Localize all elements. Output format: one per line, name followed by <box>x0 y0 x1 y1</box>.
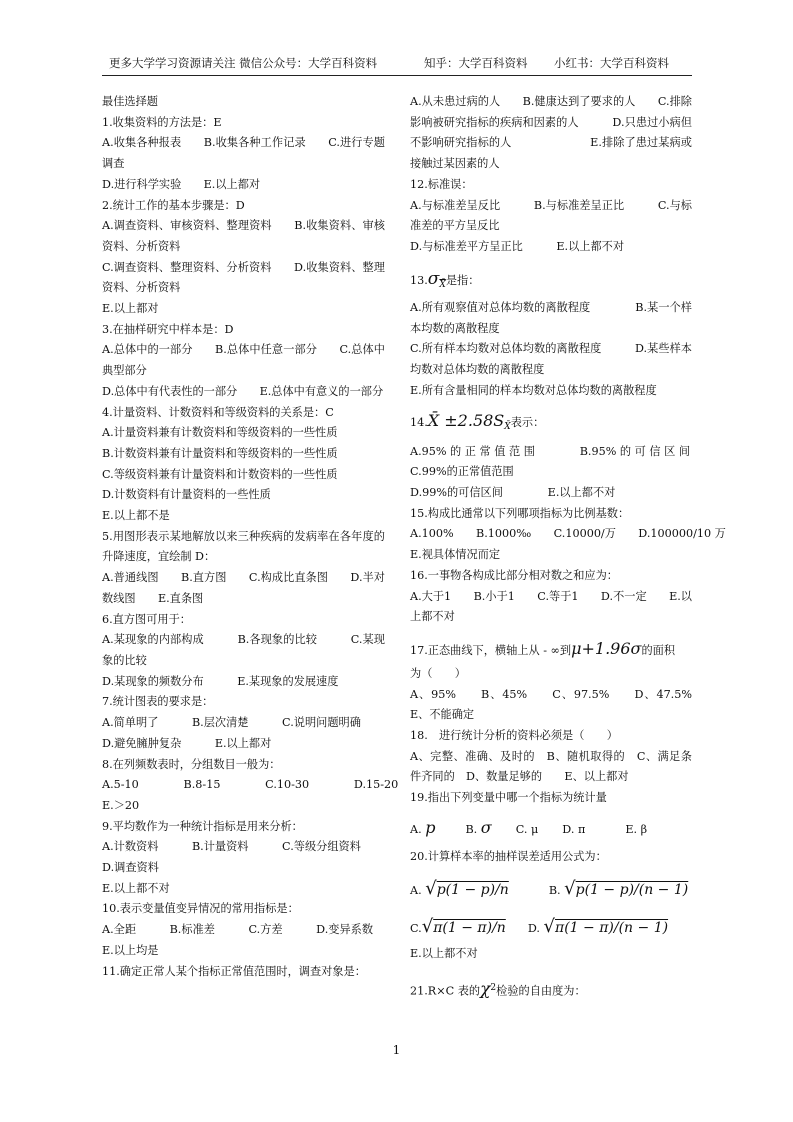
question-19: 19.指出下列变量中哪一个指标为统计量 <box>410 791 607 805</box>
question-9-option-e: E.以上都不对 <box>102 881 170 895</box>
question-4-option-d: D.计数资料有计量资料的一些性质 <box>102 488 271 502</box>
header-wechat: 更多大学学习资源请关注 微信公众号：大学百科资料 <box>109 56 378 70</box>
question-9: 9.平均数作为一种统计指标是用来分析： <box>102 819 303 833</box>
question-7: 7.统计图表的要求是： <box>102 695 214 709</box>
question-17-tail: 的面积 <box>641 643 676 657</box>
sigma-option: σ <box>480 817 492 837</box>
option-a-label: A. <box>410 822 422 836</box>
sqrt-icon: √ <box>425 877 437 899</box>
formula-b: p(1 − p)/(n − 1) <box>575 881 689 898</box>
option-b-label-20: B. <box>548 883 561 897</box>
question-10-options-abcd: A.全距 B.标准差 C.方差 D.变异系数 <box>102 923 374 937</box>
sqrt-icon: √ <box>421 915 434 937</box>
option-b-label: B. <box>465 822 478 836</box>
question-4: 4.计量资料、计数资料和等级资料的关系是：C <box>102 405 334 419</box>
page-number: 1 <box>392 1043 401 1057</box>
question-8-option-e: E.＞20 <box>102 798 140 812</box>
right-column <box>410 92 726 1006</box>
question-4-option-c: C.等级资料兼有计量资料和计数资料的一些性质 <box>102 467 338 481</box>
option-a-label-20: A. <box>410 883 422 897</box>
question-18-options: A、完整、准确、及时的 B、随机取得的 C、满足条件齐同的 D、数量足够的 E、以上都对 <box>410 749 692 784</box>
question-15-options-abcd: A.100% B.1000‰ C.10000/万 D.100000/10 万 <box>410 527 726 541</box>
question-2: 2.统计工作的基本步骤是：D <box>102 198 245 212</box>
question-6-options-abc: A.某现象的内部构成 B.各现象的比较 C.某现象的比较 <box>102 633 385 667</box>
question-9-option-d: D.调查资料 <box>102 861 159 875</box>
question-1: 1.收集资料的方法是：E <box>102 115 222 129</box>
page-header <box>102 55 692 73</box>
question-17-options: A、95% B、45% C、97.5% D、47.5% E、不能确定 <box>410 687 715 722</box>
question-19-options <box>410 815 692 843</box>
question-17-suffix: 为（ ） <box>410 666 466 680</box>
question-4-option-b: B.计数资料兼有计量资料和等级资料的一些性质 <box>102 446 338 460</box>
header-xiaohongshu: 小红书：大学百科资料 <box>554 56 669 70</box>
question-14-options-de: D.99%的可信区间 E.以上都不对 <box>410 486 616 500</box>
question-4-option-a: A.计量资料兼有计数资料和等级资料的一些性质 <box>102 426 338 440</box>
question-14-suffix: 表示： <box>510 416 545 430</box>
option-d: D. π <box>562 822 586 836</box>
sigma-subscript: X̄ <box>439 279 446 290</box>
question-13-options-cd: C.所有样本均数对总体均数的离散程度 D.某些样本均数对总体均数的离散程度 <box>410 342 692 376</box>
chi-symbol: χ <box>480 980 491 1000</box>
p-symbol: p <box>425 817 436 837</box>
question-15: 15.构成比通常以下列哪项指标为比例基数： <box>410 506 630 520</box>
question-7-options-abc: A.简单明了 B.层次清楚 C.说明问题明确 <box>102 716 361 730</box>
option-c: C. μ <box>515 822 539 836</box>
sqrt-icon: √ <box>564 877 576 899</box>
question-14 <box>410 407 692 441</box>
formula-c: π(1 − π)/n <box>433 919 506 936</box>
question-13-number: 13. <box>410 273 428 287</box>
question-6-options-de: D.某现象的频数分布 E.某现象的发展速度 <box>102 674 339 688</box>
question-16-options: A.大于1 B.小于1 C.等于1 D.不一定 E.以上都不对 <box>410 589 692 624</box>
question-8: 8.在列频数表时，分组数目一般为： <box>102 757 281 771</box>
question-14-number: 14. <box>410 416 428 430</box>
question-20-options-cd <box>410 912 692 944</box>
header-zhihu: 知乎：大学百科资料 <box>424 56 528 70</box>
formula-a: p(1 − p)/n <box>436 881 509 898</box>
question-10: 10.表示变量值变异情况的常用指标是： <box>102 902 299 916</box>
question-8-options-abcd: A.5-10 B.8-15 C.10-30 D.15-20 <box>102 778 399 792</box>
question-17-prefix: 17.正态曲线下，横轴上从 - ∞到 <box>410 643 572 657</box>
option-e: E. β <box>625 822 648 836</box>
question-5: 5.用图形表示某地解放以来三种疾病的发病率在各年度的升降速度，宜绘制 D： <box>102 529 385 564</box>
question-13-options-ab: A.所有观察值对总体均数的离散程度 B.某一个样本均数的离散程度 <box>410 300 692 335</box>
question-2-option-e: E.以上都对 <box>102 302 159 316</box>
question-3: 3.在抽样研究中样本是：D <box>102 322 234 336</box>
left-column <box>102 92 399 982</box>
option-c-label-20: C. <box>410 921 422 935</box>
question-11: 11.确定正常人某个指标正常值范围时，调查对象是： <box>102 964 366 978</box>
header-divider <box>102 75 692 76</box>
question-13-suffix: 是指： <box>445 273 480 287</box>
question-21-prefix: 21.R×C 表的 <box>410 985 481 998</box>
question-20-option-e: E.以上都不对 <box>410 946 478 960</box>
question-12-options-abc: A.与标准差呈反比 B.与标准差呈正比 C.与标准差的平方呈反比 <box>410 198 692 233</box>
formula-subscript: X̄ <box>504 422 511 433</box>
question-13-option-e: E.所有含量相同的样本均数对总体均数的离散程度 <box>410 383 657 397</box>
question-14-options-ab: A.95% 的 正 常 值 范 围 B.95% 的 可 信 区 间 <box>410 444 691 458</box>
question-12-options-de: D.与标准差平方呈正比 E.以上都不对 <box>410 239 625 253</box>
question-13 <box>410 266 692 298</box>
section-title: 最佳选择题 <box>102 95 158 108</box>
question-3-options-abc: A.总体中的一部分 B.总体中任意一部分 C.总体中典型部分 <box>102 343 385 378</box>
chi-exponent: 2 <box>490 983 497 994</box>
question-21 <box>410 974 692 1006</box>
question-17 <box>410 636 692 664</box>
question-4-option-e: E.以上都不是 <box>102 509 170 523</box>
question-1-options-2: D.进行科学实验 E.以上都对 <box>102 177 261 191</box>
question-10-option-e: E.以上均是 <box>102 943 159 957</box>
option-d-label-20: D. <box>527 921 540 935</box>
question-21-suffix: 检验的自由度为： <box>496 985 586 998</box>
question-2-options-ab: A.调查资料、审核资料、整理资料 B.收集资料、审核资料、分析资料 <box>102 219 385 253</box>
question-6: 6.直方图可用于： <box>102 612 191 626</box>
sqrt-icon: √ <box>543 915 555 937</box>
question-18: 18. 进行统计分析的资料必须是（ ） <box>410 729 618 743</box>
question-12: 12.标准误： <box>410 177 473 191</box>
question-16: 16.一事物各构成比部分相对数之和应为： <box>410 568 618 582</box>
question-14-option-c: C.99%的正常值范围 <box>410 465 514 479</box>
mean-interval-formula: X̄ ±2.58S <box>427 411 505 431</box>
question-15-option-e: E.视具体情况而定 <box>410 548 501 562</box>
question-7-options-de: D.避免臃肿复杂 E.以上都对 <box>102 736 272 750</box>
question-20-options-ab <box>410 874 692 906</box>
question-3-options-de: D.总体中有代表性的一部分 E.总体中有意义的一部分 <box>102 384 384 398</box>
sigma-symbol: σ <box>427 268 440 289</box>
question-1-options: A.收集各种报表 B.收集各种工作记录 C.进行专题调查 <box>102 136 385 171</box>
formula-d: π(1 − π)/(n − 1) <box>555 919 669 936</box>
mu-sigma-formula: μ+1.96σ <box>571 638 642 658</box>
question-9-options-abc: A.计数资料 B.计量资料 C.等级分组资料 <box>102 840 361 854</box>
question-20: 20.计算样本率的抽样误差适用公式为： <box>410 849 607 863</box>
question-2-options-cd: C.调查资料、整理资料、分析资料 D.收集资料、整理资料、分析资料 <box>102 260 385 295</box>
question-11-options: A.从未患过病的人 B.健康达到了要求的人 C.排除影响被研究指标的疾病和因素的人 D.只患过小病但不影响研究指标的人 E.排除了患过某病或接触过某因素的人 <box>410 95 692 171</box>
question-5-options: A.普通线图 B.直方图 C.构成比直条图 D.半对数线图 E.直条图 <box>102 571 385 605</box>
